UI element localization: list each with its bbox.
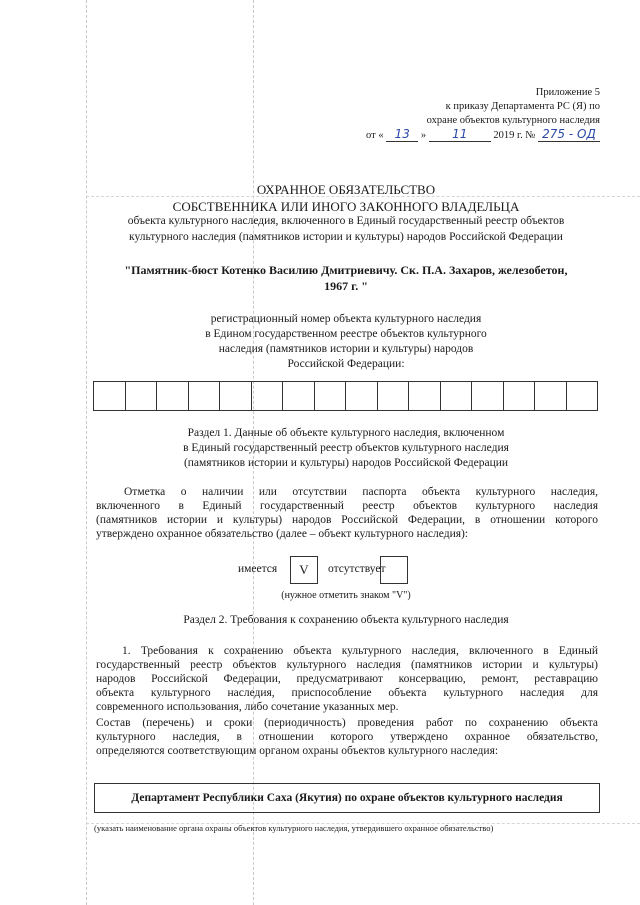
registration-number-cell (377, 381, 410, 411)
department-footnote: (указать наименование органа охраны объектов культурного наследия, утвердившего охранное обязательство) (94, 823, 494, 833)
requirements-line-3: народов Российской Федерации, предусматривают консервацию, ремонт, реставрацию (96, 673, 598, 685)
handwritten-month: 11 (429, 128, 491, 142)
date-year-no: 2019 г. № (493, 130, 536, 141)
passport-paragraph (96, 485, 598, 541)
registration-number-cell (282, 381, 315, 411)
appendix-line-1: Приложение 5 (535, 87, 600, 98)
section2-title: Раздел 2. Требования к сохранению объекта культурного наследия (183, 614, 509, 626)
title-line-3: объекта культурного наследия, включенного в Единый государственный реестр объектов (127, 215, 565, 227)
date-mid: » (420, 130, 427, 141)
no-passport-checkbox[interactable] (380, 556, 408, 584)
title-line-2: СОБСТВЕННИКА ИЛИ ИНОГО ЗАКОННОГО ВЛАДЕЛЬЦА (172, 199, 520, 214)
handwritten-day: 13 (386, 128, 418, 142)
registration-line-2: в Едином государственном реестре объектов культурного (205, 328, 487, 340)
has-passport-checkbox[interactable]: V (290, 556, 318, 584)
registration-number-cell (440, 381, 473, 411)
registration-number-cell (251, 381, 284, 411)
requirements-line-2: государственный реестр объектов культурного наследия (памятников истории и культуры) (96, 659, 598, 671)
registration-number-cell (125, 381, 158, 411)
requirements-line-1: 1. Требования к сохранению объекта культурного наследия, включенного в Единый (122, 645, 598, 657)
registration-number-cell (156, 381, 189, 411)
registration-number-cell (345, 381, 378, 411)
registration-number-grid (94, 381, 598, 411)
checkbox-note: (нужное отметить знаком "V") (281, 590, 411, 601)
works-paragraph (96, 716, 598, 758)
requirements-paragraph (96, 644, 598, 714)
appendix-date-line (366, 128, 600, 142)
registration-number-cell (503, 381, 536, 411)
registration-number-cell (471, 381, 504, 411)
works-line-1: Состав (перечень) и сроки (периодичность) проведения работ по сохранению объекта (96, 717, 598, 729)
works-line-2: культурного наследия, в отношении которого утверждено охранное обязательство, (96, 731, 598, 743)
appendix-line-2: к приказу Департамента РС (Я) по (445, 101, 600, 112)
registration-number-cell (93, 381, 126, 411)
has-passport-label: имеется (238, 563, 278, 575)
section1-line-2: в Единый государственный реестр объектов культурного наследия (183, 442, 509, 454)
registration-number-cell (566, 381, 599, 411)
no-passport-label: отсутствует (328, 563, 386, 575)
date-prefix: от « (366, 130, 384, 141)
registration-line-4: Российской Федерации: (287, 358, 405, 370)
registration-number-cell (534, 381, 567, 411)
registration-number-cell (408, 381, 441, 411)
object-name-line-2: 1967 г. " (324, 279, 368, 293)
works-line-3: определяются соответствующим органом охраны объектов культурного наследия: (96, 745, 499, 757)
passport-line-3: (памятников истории и культуры) народов Российской Федерации, в отношении которого (96, 514, 598, 526)
registration-number-cell (188, 381, 221, 411)
section1-line-3: (памятников истории и культуры) народов Российской Федерации (183, 457, 509, 469)
registration-line-3: наследия (памятников истории и культуры) народов (218, 343, 474, 355)
registration-line-1: регистрационный номер объекта культурного наследия (210, 313, 482, 325)
handwritten-number: 275 - ОД (538, 128, 600, 142)
object-name-line-1: "Памятник-бюст Котенко Василию Дмитриевичу. Ск. П.А. Захаров, железобетон, (124, 263, 568, 277)
department-name-box: Департамент Республики Саха (Якутия) по охране объектов культурного наследия (94, 783, 600, 813)
requirements-line-4: объекта культурного наследия, приспособление объекта культурного наследия для (96, 687, 598, 699)
passport-line-4: утверждено охранное обязательство (далее – объект культурного наследия): (96, 528, 469, 540)
registration-number-cell (314, 381, 347, 411)
registration-number-cell (219, 381, 252, 411)
title-line-1: ОХРАННОЕ ОБЯЗАТЕЛЬСТВО (256, 182, 436, 197)
appendix-line-3: охране объектов культурного наследия (426, 115, 600, 126)
title-line-4: культурного наследия (памятников истории и культуры) народов Российской Федерации (129, 231, 563, 243)
passport-line-1: Отметка о наличии или отсутствии паспорта объекта культурного наследия, (124, 486, 598, 498)
section1-line-1: Раздел 1. Данные об объекте культурного наследия, включенном (187, 427, 505, 439)
requirements-line-5: современного использования, либо сочетание указанных мер. (96, 701, 399, 713)
passport-line-2: включенного в Единый государственный реестр объектов культурного наследия (96, 500, 598, 512)
